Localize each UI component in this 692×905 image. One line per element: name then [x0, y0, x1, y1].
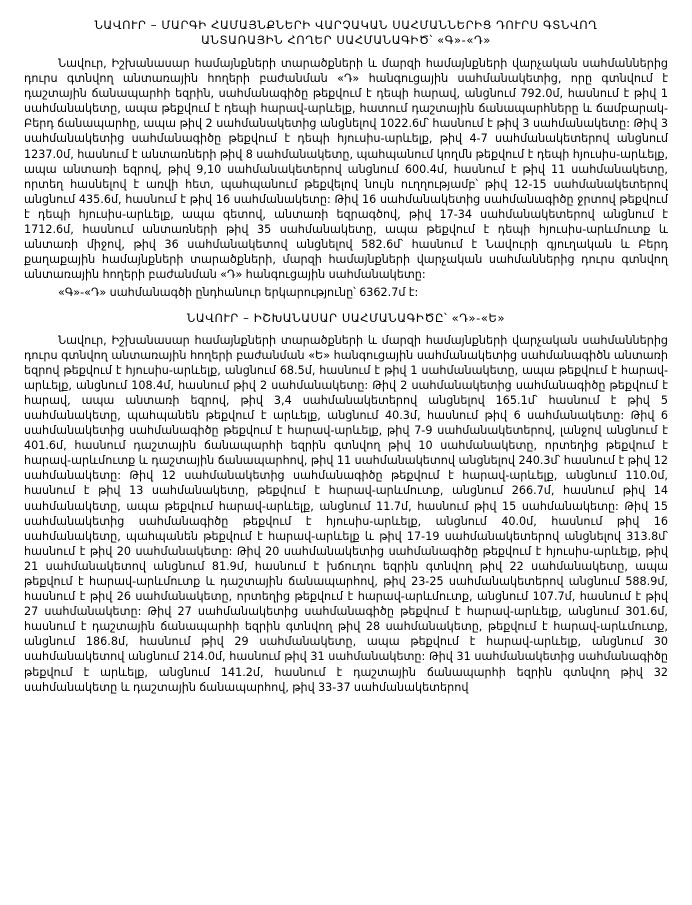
- paragraph-1: Նավուր, Իշխանասար համայնքների տարածքների և մարզի համայնքների վարչական սահմաններից դուրս գտնվող անտառային հողերի բաժանման «Դ» հանգուցային սահմանակետից, որը գտնվում է դաշտային ճանապարհի եզրին, սահմանագիծը թեքվում է դեպի հարավ, անցնում 792.0մ, հասնում է թիվ 1 սահմանակետը, ապա թեքվում է դեպի հարավ-արևելք, հատում դաշտային ճանապարհները և ճամբարակ-Բերդ ճանապարհը, ապա թիվ 2 սահմանակետից անցնելով 1022.6մ՝ հասնում է թիվ 3 սահմանակետը: Թիվ 3 սահմանակետից սահմանագիծը թեքվում է դեպի հյուսիս-արևելք, թիվ 4-7 սահմանակետերով անցնում 1237.0մ, հասնում է անտառների թիվ 8 սահմանակետը, պահպանում կողմն թեքվում է դեպի հյուսիս-արևելք, ապա անտառի եզրով, թիվ 9,10 սահմանակետերով անցնում 600.4մ, հասնում է թիվ 11 սահմանակետը, որտեղ հասնելով է առվի հետ, պահպանում թեքվելով նույն ուղղությամբ՝ թիվ 12-15 սահմանակետերով անցնում 435.6մ, հասնում է թիվ 16 սահմանակետը: Թիվ 16 սահմանակետից սահմանագիծը ջրտով թեքվում է դեպի հյուսիս-արևելք, ապա գետով, անտառի եզրագծով, թիվ 17-34 սահմանակետերով անցնում է 1712.6մ, հասնում անտառների թիվ 35 սահմանակետը, ապա թեքվում է դեպի հյուսիս-արևմուտք և անտառի միջով, թիվ 36 սահմանակետով անցնելով 582.6մ՝ հասնում է Նավուրի գյուղական և Բերդ քաղաքային համայնքների տարածքների, մարզի համայնքների վարչական սահմաններից դուրս գտնվող անտառային հողերի բաժանման «Դ» հանգուցային սահմանակետը:: [24, 57, 668, 282]
- paragraph-2: «Գ»-«Դ» սահմանագծի ընդհանուր երկարությունը՝ 6362.7մ է:: [58, 286, 419, 300]
- section-heading-2: [24, 311, 668, 326]
- heading-line-3: ՆԱՎՈՒՐ – ԻՇԽԱՆԱՍԱՐ ՍԱՀՄԱՆԱԳԻԾԸ՝ «Դ»-«Ե»: [186, 310, 506, 325]
- heading-line-2: ԱՆՏԱՌԱՅԻՆ ՀՈՂԵՐ ՍԱՀՄԱՆԱԳԻԾ՝ «Գ»-«Դ»: [201, 33, 491, 47]
- heading-line-1: ՆԱՎՈՒՐ – ՄԱՐԳԻ ՀԱՄԱՅՆՔՆԵՐԻ ՎԱՐՉԱԿԱՆ ՍԱՀՄԱՆՆԵՐԻՑ ԴՈՒՐՍ ԳՏՆՎՈՂ: [94, 18, 598, 32]
- paragraph-3: Նավուր, Իշխանասար համայնքների տարածքների և մարզի համայնքների վարչական սահմաններից դուրս գտնվող անտառային հողերի բաժանման «Ե» հանգուցային սահմանակետից սահմանագիծն անտառի եզրով թեքվում է հյուսիս-արևելք, անցնում 68.5մ, հասնում է թիվ 1 սահմանակետը, ապա թեքվում է հարավ-արևելք, անցնում 108.4մ, հասնում թիվ 2 սահմանակետը: Թիվ 2 սահմանակետից սահմանագիծը թեքվում է հարավ, ապա անտառի եզրով, թիվ 3,4 սահմանակետերով անցնելով 165.1մ՝ հասնում է թիվ 5 սահմանակետը, պահպանեն թեքվում է արևելք, անցնում 40.3մ, հասնում թիվ 6 սահմանակետը: Թիվ 6 սահմանակետից սահմանագիծը թեքվում է հարավ-արևելք, թիվ 7-9 սահմանակետերով, լանջով անցնում է 401.6մ, հասնում դաշտային ճանապարհի եզրին գտնվող թիվ 10 սահմանակետը, որտեղից թեքվում է հարավ-արևմուտք և դաշտային ճանապարհով, թիվ 11 սահմանակետով անցնելով 240.3մ՝ հասնում է թիվ 12 սահմանակետը: Թիվ 12 սահմանակետից սահմանագիծը թեքվում է հարավ-արևելք, անցնում 110.0մ, հասնում է թիվ 13 սահմանակետը, թեքվում է հարավ-արևմուտք, անցնում 266.7մ, հասնում թիվ 14 սահմանակետը, ապա թեքվում հարավ-արևելք, անցնում 11.7մ, հասնում թիվ 15 սահմանակետը: Թիվ 15 սահմանակետից սահմանագիծը թեքվում է հյուսիս-արևելք, անցնում 40.0մ, հասնում թիվ 16 սահմանակետը, պահպանեն թեքվում է հարավ-արևելք և թիվ 17-19 սահմանակետերով անցնելով 313.8մ՝ հասնում է թիվ 20 սահմանակետը: Թիվ 20 սահմանակետից սահմանագիծը թեքվում է հյուսիս-արևելք, թիվ 21 սահմանակետով անցնում 81.9մ, հասնում է խճուղու եզրին գտնվող թիվ 22 սահմանակետը, ապա թեքվում է հարավ-արևմուտք և դաշտային ճանապարհով, թիվ 23-25 սահմանակետերով անցնում 588.9մ, հասնում է թիվ 26 սահմանակետը, որտեղից թեքվում է հարավ-արևմուտք, անցնում 107.7մ, հասնում է թիվ 27 սահմանակետը: Թիվ 27 սահմանակետից սահմանագիծը թեքվում է հարավ-արևելք, անցնում 301.6մ, հասնում է դաշտային ճանապարհի եզրին գտնվող թիվ 28 սահմանակետը, թեքվում է հարավ-արևմուտք, անցնում 186.8մ, հասնում թիվ 29 սահմանակետը, ապա թեքվում է հարավ-արևելք, անցնում 30 սահմանակետով անցնում 214.0մ, հասնում թիվ 31 սահմանակետը: Թիվ 31 սահմանակետից սահմանագիծը թեքվում է արևելք, անցնում 141.2մ, հասնում է դաշտային ճանապարհի եզրին գտնվող թիվ 32 սահմանակետը և դաշտային ճանապարհով, թիվ 33-37 սահմանակետերով: [24, 333, 668, 694]
- section-heading-1: [24, 18, 668, 48]
